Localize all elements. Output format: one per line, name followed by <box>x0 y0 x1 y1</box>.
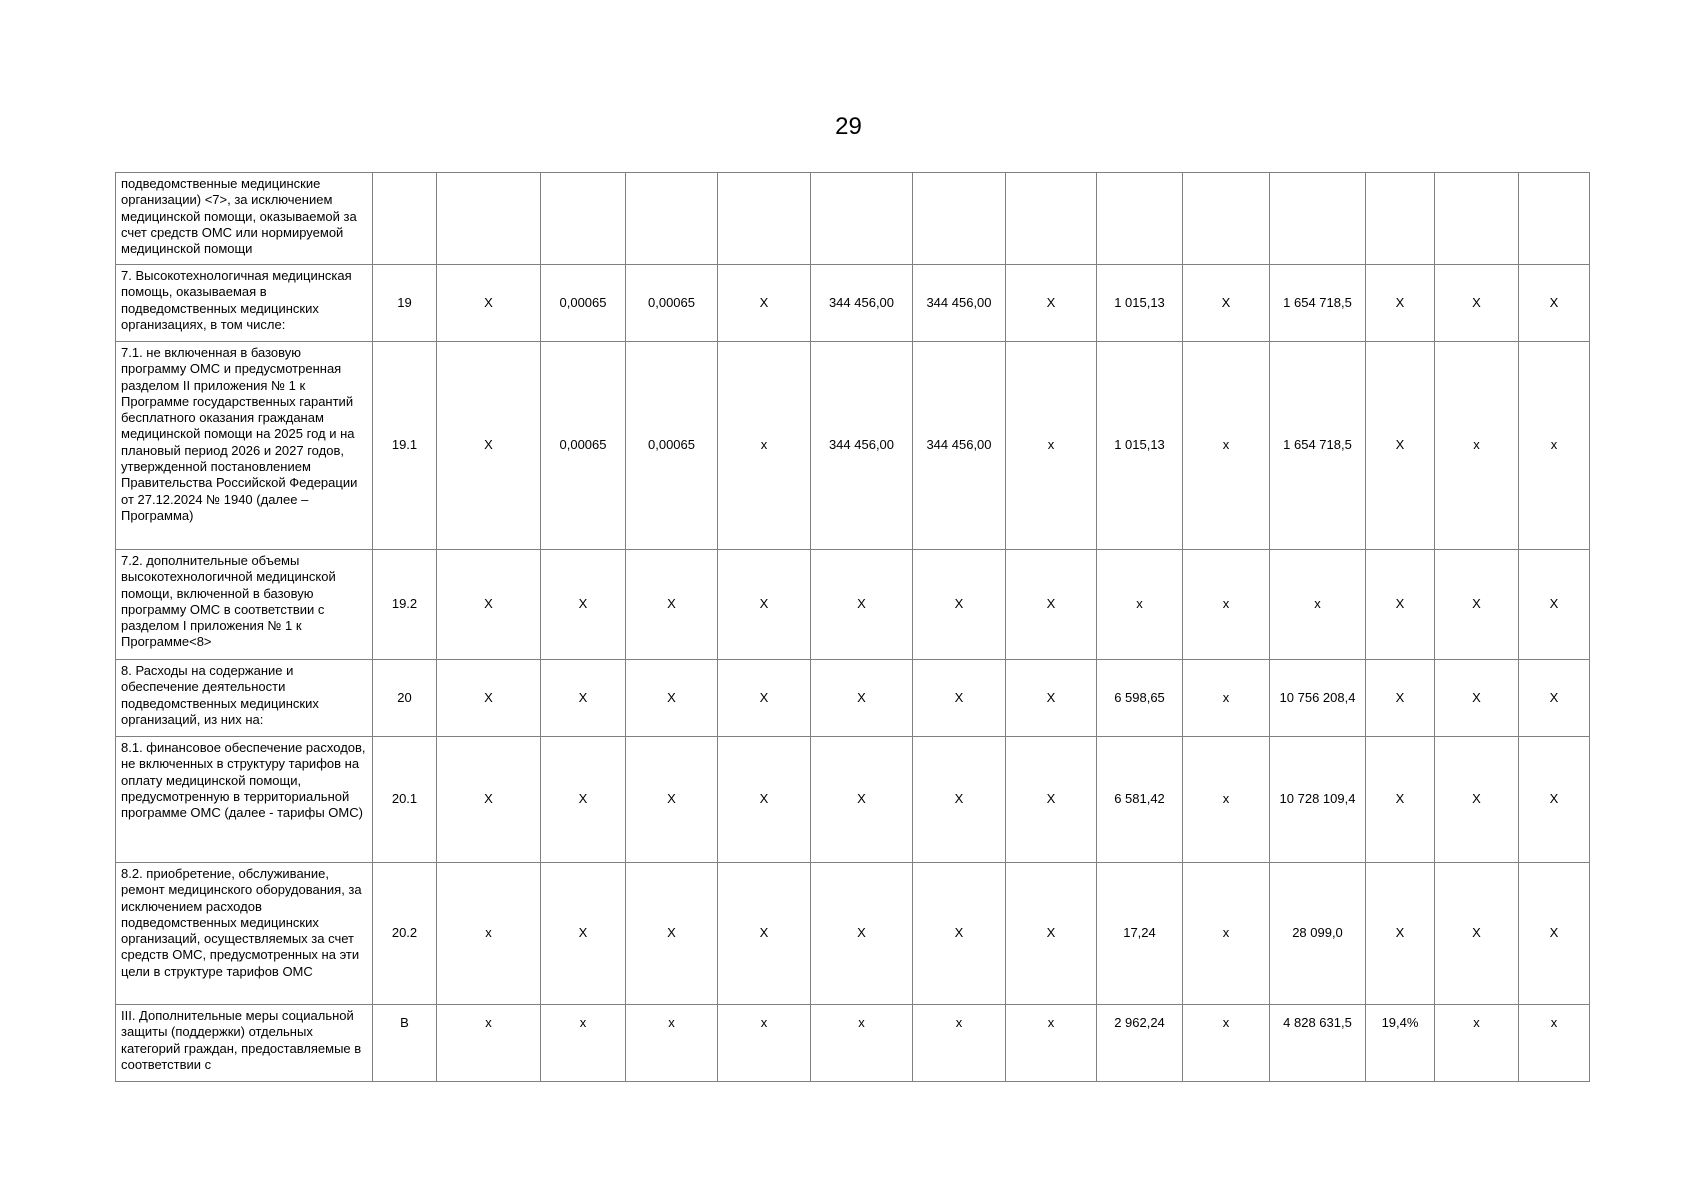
table-cell: X <box>1435 550 1519 660</box>
table-cell: x <box>1270 550 1366 660</box>
table-cell <box>1519 173 1590 265</box>
table-cell: X <box>626 863 718 1005</box>
table-cell: x <box>437 863 541 1005</box>
table-cell: 1 015,13 <box>1097 342 1183 550</box>
table-cell: X <box>718 660 811 737</box>
table-cell <box>626 173 718 265</box>
page-number: 29 <box>835 113 862 140</box>
table-cell: 6 581,42 <box>1097 737 1183 863</box>
table-cell: X <box>1519 737 1590 863</box>
row-description: III. Дополнительные меры социальной защиты (поддержки) отдельных категорий граждан, предоставляемые в соответствии с <box>116 1005 373 1082</box>
table-cell: 10 728 109,4 <box>1270 737 1366 863</box>
table-cell: x <box>1183 660 1270 737</box>
table-cell: X <box>718 737 811 863</box>
table-cell: X <box>811 550 913 660</box>
table-cell: X <box>1519 550 1590 660</box>
table-cell: X <box>1435 863 1519 1005</box>
table-row <box>116 173 1590 265</box>
table-cell: X <box>1366 660 1435 737</box>
row-line-number: 19.1 <box>373 342 437 550</box>
row-description: 8.2. приобретение, обслуживание, ремонт медицинского оборудования, за исключением расходов подведомственных медицинских организаций, осуществляемых за счет средств ОМС, предусмотренных на эти цели в структуре тарифов ОМС <box>116 863 373 1005</box>
table-cell: X <box>1006 550 1097 660</box>
row-description: 7.1. не включенная в базовую программу ОМС и предусмотренная разделом II приложения № 1 к Программе государственных гарантий бесплатного оказания гражданам медицинской помощи на 2025 год и на плановый период 2026 и 2027 годов, утвержденной постановлением Правительства Российской Федерации от 27.12.2024 № 1940 (далее – Программа) <box>116 342 373 550</box>
table-cell: 0,00065 <box>626 265 718 342</box>
row-description: подведомственные медицинские организации) <7>, за исключением медицинской помощи, оказываемой за счет средств ОМС или нормируемой медицинской помощи <box>116 173 373 265</box>
table-cell: x <box>1006 342 1097 550</box>
table-cell <box>1097 173 1183 265</box>
table-cell: X <box>1366 863 1435 1005</box>
row-line-number: 19.2 <box>373 550 437 660</box>
table-cell: x <box>718 342 811 550</box>
table-cell: 1 015,13 <box>1097 265 1183 342</box>
table-row <box>116 1005 1590 1082</box>
row-description: 8. Расходы на содержание и обеспечение деятельности подведомственных медицинских организаций, из них на: <box>116 660 373 737</box>
table-cell: x <box>1006 1005 1097 1082</box>
table-cell: x <box>1519 1005 1590 1082</box>
row-description: 8.1. финансовое обеспечение расходов, не включенных в структуру тарифов на оплату медицинской помощи, предусмотренную в территориальной программе ОМС (далее - тарифы ОМС) <box>116 737 373 863</box>
table-cell <box>437 173 541 265</box>
table-cell: x <box>718 1005 811 1082</box>
table-cell: 344 456,00 <box>913 265 1006 342</box>
table-cell: X <box>1183 265 1270 342</box>
table-cell: 4 828 631,5 <box>1270 1005 1366 1082</box>
row-line-number <box>373 173 437 265</box>
table-row <box>116 550 1590 660</box>
table-cell: 344 456,00 <box>811 265 913 342</box>
table-cell: X <box>626 737 718 863</box>
table-cell <box>811 173 913 265</box>
table-cell: X <box>1366 342 1435 550</box>
table-cell: X <box>1366 737 1435 863</box>
table-cell: x <box>1097 550 1183 660</box>
table-cell: 344 456,00 <box>811 342 913 550</box>
table-cell: X <box>1435 737 1519 863</box>
table-cell: X <box>541 660 626 737</box>
table-cell: 1 654 718,5 <box>1270 265 1366 342</box>
table-cell: 19,4% <box>1366 1005 1435 1082</box>
table-cell: X <box>1006 863 1097 1005</box>
table-cell: x <box>541 1005 626 1082</box>
row-line-number: 20 <box>373 660 437 737</box>
table-cell: X <box>1519 863 1590 1005</box>
table-cell: X <box>541 550 626 660</box>
table-cell: x <box>437 1005 541 1082</box>
table-cell: X <box>1435 265 1519 342</box>
row-line-number: 20.2 <box>373 863 437 1005</box>
table-cell: x <box>1435 1005 1519 1082</box>
table-row <box>116 660 1590 737</box>
table-cell <box>718 173 811 265</box>
table-cell: X <box>437 550 541 660</box>
table-row <box>116 737 1590 863</box>
table-cell: X <box>541 863 626 1005</box>
table-cell: x <box>913 1005 1006 1082</box>
table-cell: 10 756 208,4 <box>1270 660 1366 737</box>
table-cell: X <box>1435 660 1519 737</box>
table-cell: X <box>1006 737 1097 863</box>
table-cell: x <box>811 1005 913 1082</box>
table-cell: X <box>1519 265 1590 342</box>
table-cell <box>1183 173 1270 265</box>
table-row <box>116 863 1590 1005</box>
row-description: 7. Высокотехнологичная медицинская помощь, оказываемая в подведомственных медицинских организациях, в том числе: <box>116 265 373 342</box>
table-cell: 1 654 718,5 <box>1270 342 1366 550</box>
table-cell: 2 962,24 <box>1097 1005 1183 1082</box>
table-cell: X <box>913 863 1006 1005</box>
table-cell: X <box>1006 660 1097 737</box>
table-cell: X <box>437 342 541 550</box>
table-cell: 17,24 <box>1097 863 1183 1005</box>
table-cell: X <box>1366 265 1435 342</box>
table-cell: 28 099,0 <box>1270 863 1366 1005</box>
table-cell <box>1006 173 1097 265</box>
table-cell: x <box>1183 342 1270 550</box>
row-line-number: 19 <box>373 265 437 342</box>
table-cell <box>1270 173 1366 265</box>
table-cell <box>1366 173 1435 265</box>
table-cell: X <box>437 265 541 342</box>
table-cell: x <box>1519 342 1590 550</box>
table-cell: X <box>1519 660 1590 737</box>
table-cell: x <box>1183 1005 1270 1082</box>
table-cell: X <box>718 265 811 342</box>
table-cell: X <box>1006 265 1097 342</box>
table-cell: X <box>811 660 913 737</box>
table-cell: X <box>718 550 811 660</box>
table-cell: X <box>1366 550 1435 660</box>
budget-table <box>115 172 1590 1082</box>
row-line-number: 20.1 <box>373 737 437 863</box>
table-cell: x <box>626 1005 718 1082</box>
table-cell: 0,00065 <box>541 342 626 550</box>
table-cell <box>913 173 1006 265</box>
table-cell: X <box>811 863 913 1005</box>
table-row <box>116 265 1590 342</box>
table-body <box>116 173 1590 1082</box>
table-cell: x <box>1435 342 1519 550</box>
row-description: 7.2. дополнительные объемы высокотехнологичной медицинской помощи, включенной в базовую программу ОМС в соответствии с разделом I приложения № 1 к Программе<8> <box>116 550 373 660</box>
table-cell: x <box>1183 737 1270 863</box>
table-cell: 0,00065 <box>626 342 718 550</box>
table-cell <box>1435 173 1519 265</box>
table-cell: X <box>718 863 811 1005</box>
table-cell: x <box>1183 863 1270 1005</box>
table-row <box>116 342 1590 550</box>
table-cell: X <box>626 660 718 737</box>
table-cell: X <box>913 660 1006 737</box>
table-cell <box>541 173 626 265</box>
table-cell: X <box>626 550 718 660</box>
table-cell: 0,00065 <box>541 265 626 342</box>
table-cell: X <box>437 737 541 863</box>
table-cell: X <box>913 737 1006 863</box>
table-cell: 344 456,00 <box>913 342 1006 550</box>
table-cell: x <box>1183 550 1270 660</box>
table-cell: X <box>811 737 913 863</box>
row-line-number: В <box>373 1005 437 1082</box>
table-cell: X <box>437 660 541 737</box>
table-cell: X <box>913 550 1006 660</box>
table-cell: 6 598,65 <box>1097 660 1183 737</box>
table-cell: X <box>541 737 626 863</box>
